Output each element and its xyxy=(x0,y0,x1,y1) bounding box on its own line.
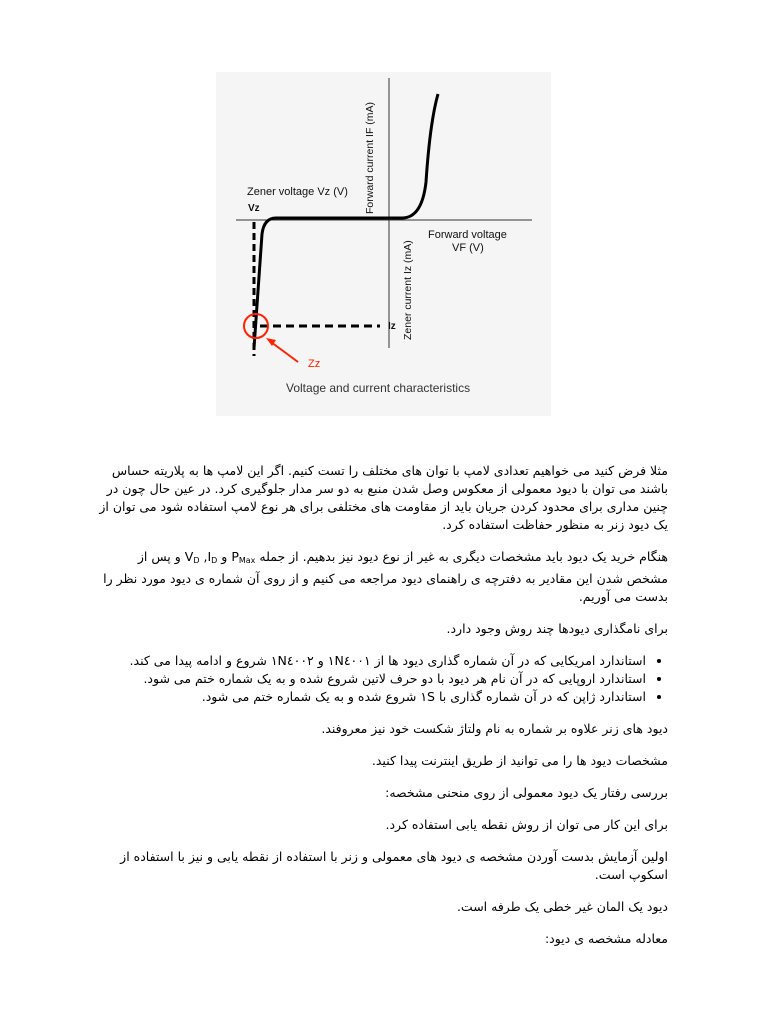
paragraph-behavior-review: بررسی رفتار یک دیود معمولی از روی منحنی مشخصه: xyxy=(385,785,668,800)
x-axis-label-line2: VF (V) xyxy=(452,242,484,254)
p2-end: و پس از مشخص شدن این مقادیر به دفترچه ی راهنمای دیود مراجعه می کنیم و از روی آن شماره ی دیود مورد نظر را بدست می آوریم. xyxy=(103,549,668,604)
p2-and: و xyxy=(217,549,232,564)
iz-label: Iz xyxy=(388,321,396,332)
id-symbol: I xyxy=(207,549,212,564)
list-item: • استاندارد اروپایی که در آن نام هر دیود با دو حرف لاتین شروع شده و به یک شماره ختم می شود. xyxy=(96,670,646,688)
paragraph-internet-specs: مشخصات دیود ها را می توانید از طریق اینترنت پیدا کنید. xyxy=(371,753,668,768)
vd-subscript: D xyxy=(193,556,200,565)
zener-voltage-label: Zener voltage Vz (V) xyxy=(247,186,348,198)
paragraph-naming-methods: برای نامگذاری دیودها چند روش وجود دارد. xyxy=(446,621,668,636)
zener-characteristics-figure xyxy=(216,72,551,416)
vd-id-term xyxy=(185,549,218,564)
article-body xyxy=(96,462,668,962)
x-axis-label-line1: Forward voltage xyxy=(428,229,507,241)
paragraph-first-experiment: اولین آزمایش بدست آوردن مشخصه ی دیود های معمولی و زنر با استفاده از نقطه یابی و نیز با استفاده از اسکوپ است. xyxy=(120,849,668,882)
vd-symbol: V xyxy=(184,549,194,564)
paragraph-point-method: برای این کار می توان از روش نقطه یابی استفاده کرد. xyxy=(385,817,668,832)
pmax-subscript: Max xyxy=(238,556,256,565)
pmax-symbol: P xyxy=(231,549,239,564)
x-axis-label xyxy=(428,229,507,255)
paragraph-nonlinear-element: دیود یک المان غیر خطی یک طرفه است. xyxy=(456,899,668,914)
p2-comma: , xyxy=(199,549,208,564)
paragraph-lamp-test: مثلا فرض کنید می خواهیم تعدادی لامپ با توان های مختلف را تست کنیم. اگر این لامپ ها به پلاریته حساس باشند می توان با دیود معمولی از معکوس وصل شدن منبع به دو سر مدار جلوگیری کرد. در عین حال چون در چنین مداری برای محدود کردن جریان باید از مقاومت های مختلفی برای هر نوع لامپ استفاده شود می توان از یک دیود زنر به منظور حفاظت استفاده کرد. xyxy=(99,463,668,532)
pmax-term xyxy=(231,549,255,564)
zz-label: Zz xyxy=(308,358,321,370)
vz-label: Vz xyxy=(248,203,260,214)
y-axis-label: Forward current IF (mA) xyxy=(364,101,376,214)
naming-standards-list xyxy=(96,652,646,706)
list-item: • استاندارد امریکایی که در آن شماره گذاری دیود ها از ۱N٤۰۰۱ و ۱N٤۰۰۲ شروع و ادامه پیدا می کند. xyxy=(96,652,646,670)
paragraph-buying-diode xyxy=(96,548,668,606)
list-item: • استاندارد ژاپن که در آن شماره گذاری با ۱S شروع شده و به یک شماره ختم می شود. xyxy=(96,688,646,706)
figure-caption: Voltage and current characteristics xyxy=(286,381,471,395)
zener-current-label: Zener current Iz (mA) xyxy=(402,240,414,340)
id-subscript: D xyxy=(211,556,218,565)
paragraph-zener-naming: دیود های زنر علاوه بر شماره به نام ولتاژ شکست خود نیز معروفند. xyxy=(321,721,668,736)
paragraph-diode-equation: معادله مشخصه ی دیود: xyxy=(544,931,668,946)
zz-arrow xyxy=(271,342,298,362)
p2-start: هنگام خرید یک دیود باید مشخصات دیگری به غیر از نوع دیود نیز بدهیم. از جمله xyxy=(255,549,668,564)
